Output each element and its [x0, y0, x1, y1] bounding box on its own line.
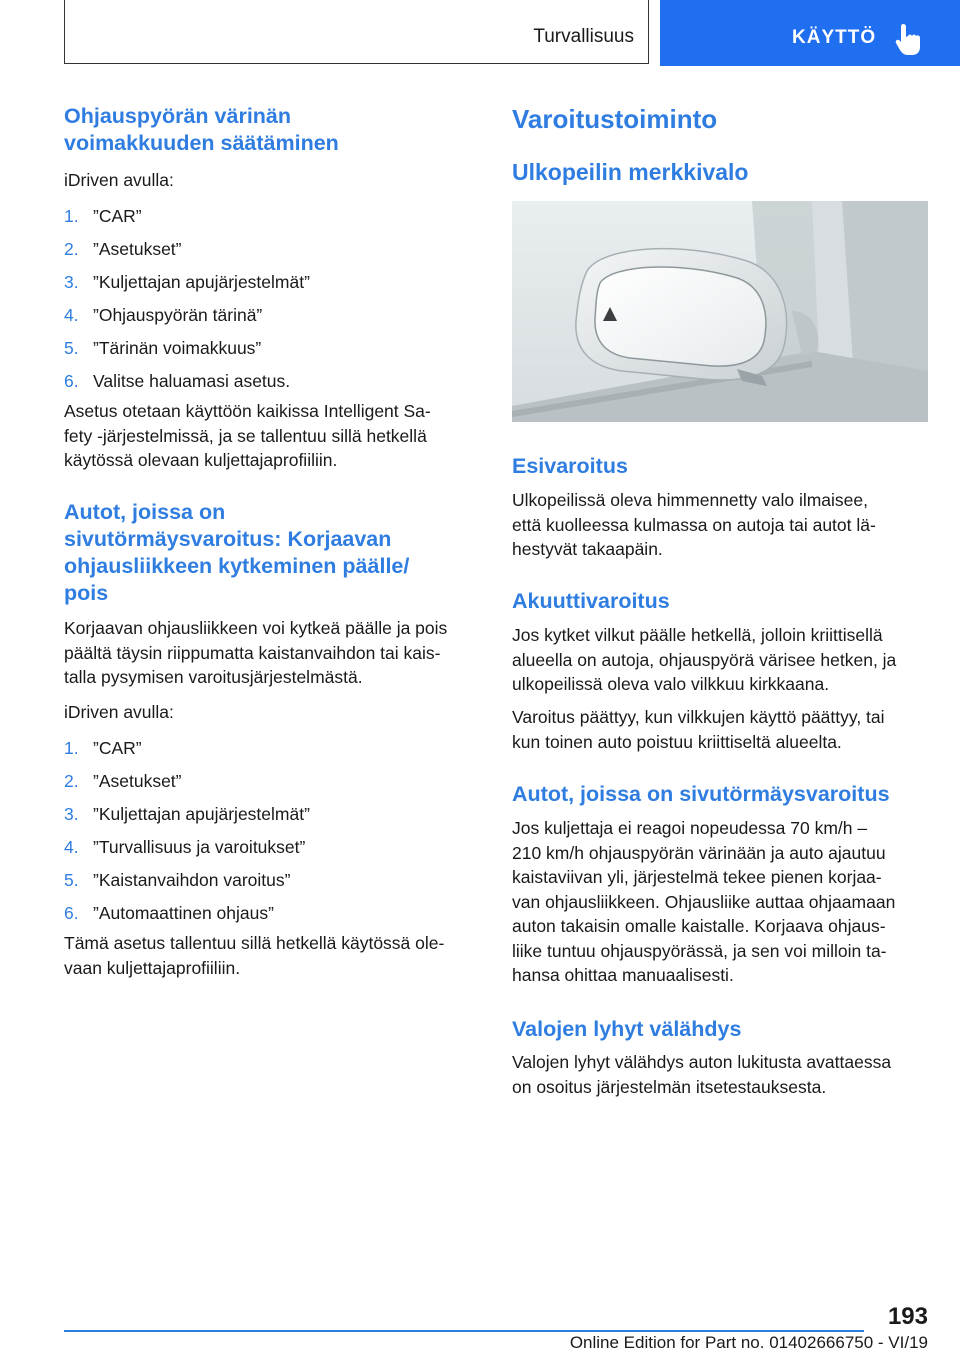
side-collision-text [512, 816, 895, 988]
text-line: Jos kytket vilkut päälle hetkellä, jolloin kriittisellä [512, 625, 883, 645]
sub-title: Ulkopeilin merkkivalo [512, 159, 749, 185]
text-line: talla pysymisen varoitusjärjestelmästä. [64, 667, 363, 687]
text-line: Jos kuljettaja ei reagoi nopeudessa 70 km/h – [512, 818, 868, 838]
step-text: ”Kuljettajan apujärjestelmät” [93, 804, 310, 824]
text-line: fety ‑järjestelmissä, ja se tallentuu sillä hetkellä [64, 425, 427, 446]
text-line: Valojen lyhyt välähdys auton lukitusta avattaessa [512, 1052, 892, 1072]
title-line: sivutörmäysvaroitus: Korjaavan [64, 527, 392, 551]
step-number: 5. [64, 870, 79, 890]
title-line: voimakkuuden säätäminen [64, 131, 339, 155]
footer-edition: Online Edition for Part no. 01402666750 - VI/19 [569, 1333, 928, 1352]
text-line: hestyvät takaapäin. [512, 539, 663, 559]
step-text: ”Kaistanvaihdon varoitus” [93, 870, 291, 890]
header-section-title: Turvallisuus [533, 26, 634, 47]
text-line: Ulkopeilissä oleva himmennetty valo ilmaisee, [512, 490, 868, 510]
title-light-flash: Valojen lyhyt välähdys [512, 1017, 742, 1041]
note-paragraph [64, 399, 431, 473]
step-text: ”Tärinän voimakkuus” [93, 338, 262, 358]
title-line: Autot, joissa on [64, 500, 226, 524]
step-number: 3. [64, 272, 79, 292]
step-text: ”CAR” [93, 738, 142, 758]
step-number: 6. [64, 371, 79, 391]
footer-rule [64, 1330, 864, 1332]
step-number: 4. [64, 305, 79, 325]
step-number: 1. [64, 738, 79, 758]
pointing-hand-icon [894, 22, 924, 56]
main-title: Varoitustoiminto [512, 104, 718, 134]
text-line: vaan kuljettajaprofiiliin. [64, 957, 241, 978]
pre-warning-text [512, 488, 876, 562]
text-line: Tämä asetus tallentuu sillä hetkellä käytössä ole- [64, 933, 445, 953]
title-pre-warning: Esivaroitus [512, 454, 628, 478]
acute-warning-text [512, 623, 896, 697]
header-section-box [64, 0, 649, 64]
light-flash-text [512, 1050, 891, 1099]
step-number: 1. [64, 206, 79, 226]
text-line: käytössä olevaan kuljettajaprofiiliin. [64, 450, 338, 470]
header-chapter-tab [660, 0, 960, 66]
text-line: hansa ohittaa manuaalisesti. [512, 965, 734, 985]
text-line: alueella on autoja, ohjauspyörä värisee hetken, ja [512, 649, 897, 670]
title-line: Ohjauspyörän värinän [64, 104, 292, 128]
text-line: liike tuntuu ohjauspyörässä, ja sen voi milloin ta- [512, 940, 887, 961]
title-side-collision: Autot, joissa on sivutörmäysvaroitus [512, 782, 890, 806]
step-text: ”Turvallisuus ja varoitukset” [93, 837, 306, 857]
text-line: että kuolleessa kulmassa on autoja tai autot lä- [512, 514, 876, 535]
text-line: van ohjausliikkeen. Ohjausliike auttaa ohjaamaan [512, 891, 896, 912]
text-line: auton takaisin omalle kaistalle. Korjaava ohjaus- [512, 916, 886, 936]
step-number: 6. [64, 903, 79, 923]
section-title-corrective-steering [64, 499, 409, 607]
step-text: ”Asetukset” [93, 239, 182, 259]
text-line: on osoitus järjestelmän itsetestauksesta. [512, 1076, 827, 1097]
text-line: ulkopeilissä oleva valo vilkkuu kirkkaana. [512, 674, 830, 694]
title-line: pois [64, 581, 109, 605]
note-paragraph [64, 931, 444, 980]
page-number: 193 [887, 1303, 928, 1330]
step-text: ”Kuljettajan apujärjestelmät” [93, 272, 310, 292]
step-number: 5. [64, 338, 79, 358]
step-number: 2. [64, 771, 79, 791]
section-title-steering-vibration [64, 103, 339, 157]
text-line: kun toinen auto poistuu kriittiseltä alueelta. [512, 731, 842, 752]
step-number: 2. [64, 239, 79, 259]
header-chapter-title: KÄYTTÖ [792, 27, 877, 48]
idrive-intro: iDriven avulla: [64, 702, 174, 722]
text-line: 210 km/h ohjauspyörän värinään ja auto ajautuu [512, 842, 886, 863]
step-text: ”Ohjauspyörän tärinä” [93, 305, 263, 325]
step-number: 3. [64, 804, 79, 824]
title-line: ohjausliikkeen kytkeminen päälle/ [64, 554, 410, 578]
mirror-warning-light-illustration [512, 201, 928, 422]
step-text: ”Asetukset” [93, 771, 182, 791]
text-line: Varoitus päättyy, kun vilkkujen käyttö päättyy, tai [512, 707, 885, 727]
step-text: Valitse haluamasi asetus. [93, 371, 291, 391]
step-number: 4. [64, 837, 79, 857]
acute-warning-end-text [512, 705, 885, 754]
text-line: kaistaviivan yli, järjestelmä tekee pienen korjaa- [512, 867, 882, 887]
text-line: Asetus otetaan käyttöön kaikissa Intelligent Sa- [64, 401, 431, 421]
text-line: Korjaavan ohjausliikkeen voi kytkeä päälle ja pois [64, 618, 448, 638]
idrive-intro: iDriven avulla: [64, 170, 174, 190]
text-line: päältä täysin riippumatta kaistanvaihdon tai kais- [64, 642, 441, 663]
body-paragraph [64, 616, 447, 690]
step-text: ”CAR” [93, 206, 142, 226]
title-acute-warning: Akuuttivaroitus [512, 589, 670, 613]
step-text: ”Automaattinen ohjaus” [93, 903, 274, 923]
